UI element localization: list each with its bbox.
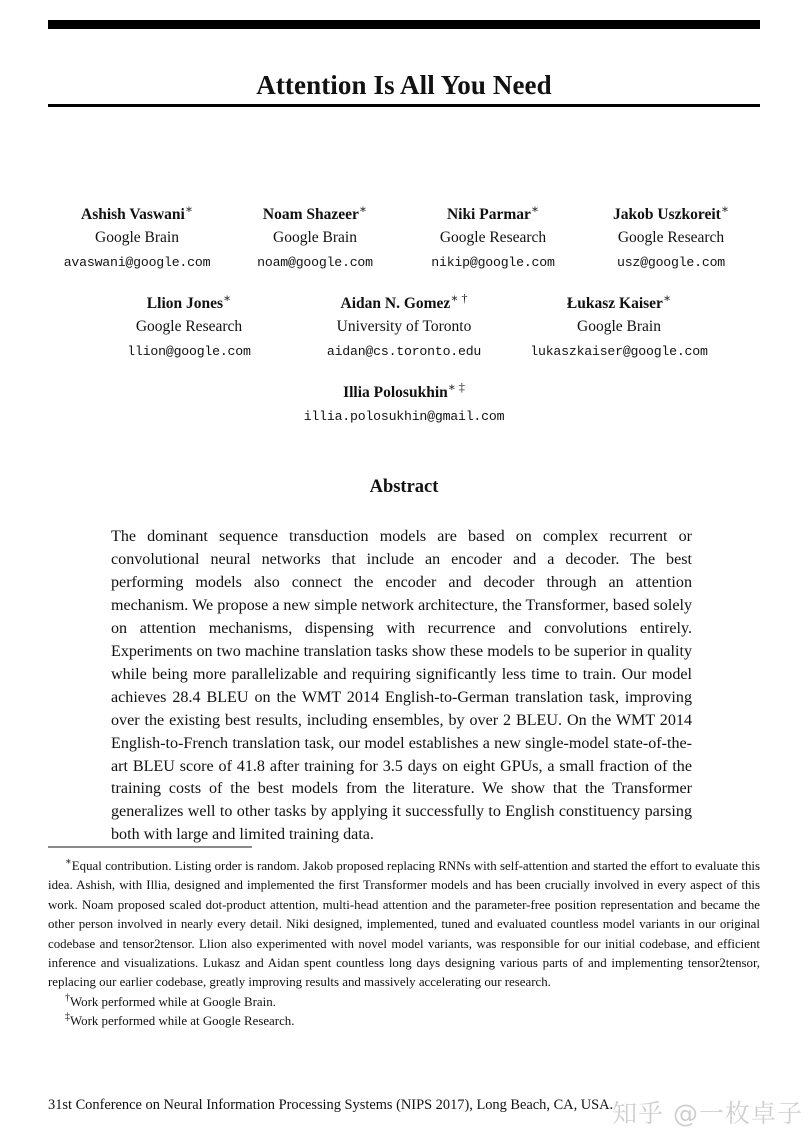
author-affiliation: Google Research <box>135 318 243 336</box>
author-mark: ∗ ‡ <box>447 379 465 394</box>
author-email: noam@google.com <box>257 254 373 270</box>
author-entry <box>226 201 404 271</box>
footnote-separator-rule <box>48 846 252 848</box>
author-name <box>226 201 404 225</box>
author-entry <box>297 290 512 360</box>
footnote-block <box>48 857 760 1032</box>
author-name-text: Ashish Vaswani <box>81 206 185 223</box>
author-email: llion@google.com <box>127 343 251 359</box>
author-affiliation: Google Brain <box>273 229 357 247</box>
author-mark: ∗ <box>358 201 368 216</box>
author-name-text: Łukasz Kaiser <box>566 295 663 312</box>
footnote-ddagger <box>48 1012 760 1031</box>
author-entry <box>48 201 226 271</box>
author-name-text: Aidan N. Gomez <box>340 295 451 312</box>
abstract-text: The dominant sequence transduction models are based on complex recurrent or convolutional neural networks that include an encoder and a decoder. The best performing models also connect the encoder and decoder through an attention mechanism. We propose a new simple network architecture, the Transformer, based solely on attention mechanisms, dispensing with recurrence and convolutions entirely. Experiments on two machine translation tasks show these models to be superior in quality while being more parallelizable and requiring significantly less time to train. Our model achieves 28.4 BLEU on the WMT 2014 English-to-German translation task, improving over the existing best results, including ensembles, by over 2 BLEU. On the WMT 2014 English-to-French translation task, our model establishes a new single-model state-of-the-art BLEU score of 41.8 after training for 3.5 days on eight GPUs, a small fraction of the training costs of the best models from the literature. We show that the Transformer generalizes well to other tasks by applying it successfully to English constituency parsing both with large and limited training data. <box>111 528 692 844</box>
abstract-heading: Abstract <box>369 477 439 497</box>
author-mark: ∗ <box>720 201 729 216</box>
footnote-star-text: Equal contribution. Listing order is random. Jakob proposed replacing RNNs with self-attention and started the effort to evaluate this idea. Ashish, with Illia, designed and implemented the first Transformer models and has been crucially involved in every aspect of this work. Noam proposed scaled dot-product attention, multi-head attention and the parameter-free position representation and became the other person involved in nearly every detail. Niki designed, implemented, tuned and evaluated countless model variants in our original codebase and tensor2tensor. Llion also experimented with novel model variants, was responsible for our initial codebase, and efficient inference and visualizations. Lukasz and Aidan spent countless long days designing various parts of and implementing tensor2tensor, replacing our earlier codebase, greatly improving results and massively accelerating our research. <box>48 859 760 990</box>
author-name <box>48 201 226 225</box>
author-email: illia.polosukhin@gmail.com <box>303 409 505 425</box>
page-title: Attention Is All You Need <box>256 70 552 101</box>
footnote-star-mark: ∗ <box>65 856 72 868</box>
author-entry <box>512 290 727 360</box>
author-name <box>239 379 569 403</box>
author-name <box>404 201 582 225</box>
footnote-star <box>48 857 760 993</box>
author-entry <box>404 201 582 271</box>
author-entry <box>582 201 760 271</box>
author-email: lukaszkaiser@google.com <box>530 343 708 359</box>
author-name-text: Llion Jones <box>146 295 224 312</box>
author-email: usz@google.com <box>617 254 725 270</box>
title-underline-rule <box>48 104 760 107</box>
author-name-text: Illia Polosukhin <box>343 384 448 401</box>
footnote-dagger-text: Work performed while at Google Brain. <box>70 994 276 1009</box>
author-mark: ∗ <box>223 290 232 305</box>
header-rule-thick <box>48 20 760 29</box>
author-mark: ∗ <box>662 290 672 305</box>
author-email: nikip@google.com <box>431 254 555 270</box>
conference-footer: 31st Conference on Neural Information Processing Systems (NIPS 2017), Long Beach, CA, USA. <box>48 1097 614 1113</box>
author-affiliation: Google Brain <box>95 229 179 247</box>
author-affiliation: University of Toronto <box>336 318 472 336</box>
author-row-3 <box>48 379 760 426</box>
author-name-text: Niki Parmar <box>446 206 531 223</box>
author-name-text: Noam Shazeer <box>262 206 359 223</box>
author-email: avaswani@google.com <box>63 254 211 270</box>
author-mark: ∗ <box>184 201 193 216</box>
author-name <box>82 290 297 314</box>
author-affiliation: Google Brain <box>577 318 661 336</box>
author-mark: ∗ † <box>450 290 468 305</box>
author-name <box>582 201 760 225</box>
author-name-text: Jakob Uszkoreit <box>613 206 721 223</box>
footnote-dagger <box>48 993 760 1012</box>
author-mark: ∗ <box>530 201 540 216</box>
author-affiliation: Google Research <box>617 229 725 247</box>
author-name <box>297 290 512 314</box>
footnote-ddagger-mark: ‡ <box>65 1011 70 1023</box>
zhihu-watermark: 知乎 @一枚卓子 <box>612 1099 803 1128</box>
author-entry <box>82 290 297 360</box>
author-row-1 <box>48 201 760 271</box>
author-row-2 <box>48 290 760 360</box>
author-email: aidan@cs.toronto.edu <box>326 343 482 359</box>
footnote-dagger-mark: † <box>65 992 70 1004</box>
author-entry <box>239 379 569 426</box>
author-name <box>512 290 727 314</box>
footnote-ddagger-text: Work performed while at Google Research. <box>70 1014 295 1029</box>
author-affiliation: Google Research <box>439 229 547 247</box>
